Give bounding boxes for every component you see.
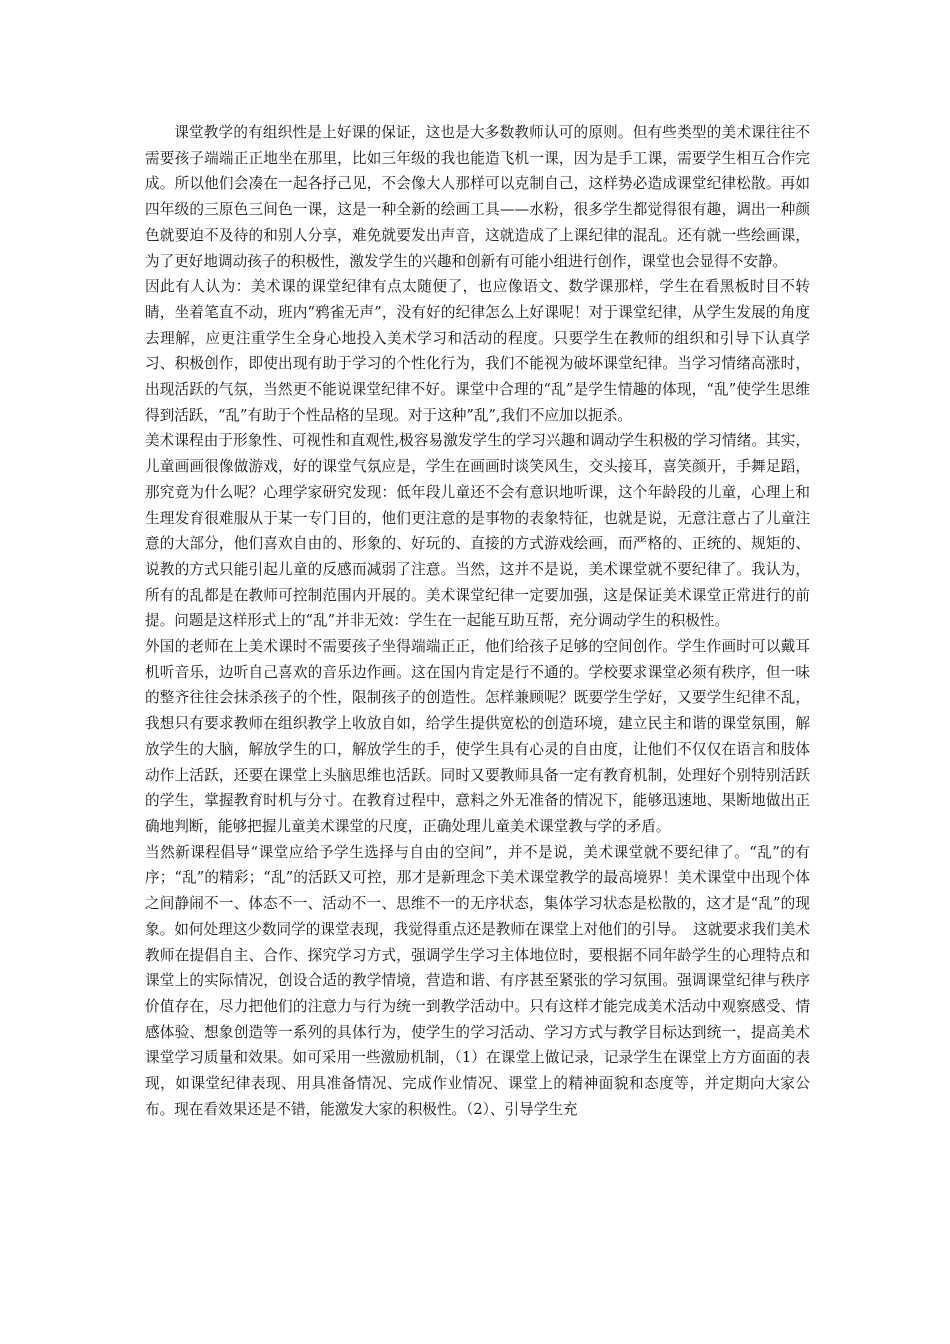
document-body bbox=[145, 120, 810, 1122]
paragraph-3: 美术课程由于形象性、可视性和直观性,极容易激发学生的学习兴趣和调动学生积极的学习情绪。其实，儿童画画很像做游戏，好的课堂气氛应是，学生在画画时谈笑风生，交头接耳，喜笑颜开，手舞足蹈，那究竟为什么呢？心理学家研究发现：低年段儿童还不会有意识地听课，这个年龄段的儿童，心理上和生理发育很难服从于某一专门目的，他们更注意的是事物的表象特征，也就是说，无意注意占了儿童注意的大部分，他们喜欢自由的、形象的、好玩的、直接的方式游戏绘画，而严格的、正统的、规矩的、说教的方式只能引起儿童的反感而减弱了注意。当然，这并不是说，美术课堂就不要纪律了。我认为，所有的乱都是在教师可控制范围内开展的。美术课堂纪律一定要加强，这是保证美术课堂正常进行的前提。问题是这样形式上的“乱”并非无效：学生在一起能互助互帮，充分调动学生的积极性。 bbox=[145, 432, 810, 630]
paragraph-2: 因此有人认为：美术课的课堂纪律有点太随便了，也应像语文、数学课那样，学生在看黑板时目不转睛，坐着笔直不动，班内“鸦雀无声”，没有好的纪律怎么上好课呢！对于课堂纪律，从学生发展的角度去理解，应更注重学生全身心地投入美术学习和活动的程度。只要学生在教师的组织和引导下认真学习、积极创作，即使出现有助于学习的个性化行为，我们不能视为破坏课堂纪律。当学习情绪高涨时，出现活跃的气氛，当然更不能说课堂纪律不好。课堂中合理的“乱”是学生情趣的体现，“乱”使学生思维得到活跃，“乱”有助于个性品格的呈现。对于这种”乱”,我们不应加以扼杀。 bbox=[145, 278, 810, 424]
paragraph-5: 当然新课程倡导“课堂应给予学生选择与自由的空间”，并不是说，美术课堂就不要纪律了。“乱”的有序；“乱”的精彩；“乱”的活跃又可控，那才是新理念下美术课堂教学的最高境界！美术课堂中出现个体之间静闹不一、体态不一、活动不一、思维不一的无序状态，集体学习状态是松散的，这才是“乱”的现象。如何处理这少数同学的课堂表现，我觉得重点还是教师在课堂上对他们的引导。 这就要求我们美术教师在提倡自主、合作、探究学习方式，强调学生学习主体地位时，要根据不同年龄学生的心理特点和课堂上的实际情况，创设合适的教学情境，营造和谐、有序甚至紧张的学习氛围。强调课堂纪律与秩序价值存在，尽力把他们的注意力与行为统一到教学活动中。只有这样才能完成美术活动中观察感受、情感体验、想象创造等一系列的具体行为，使学生的学习活动、学习方式与教学目标达到统一，提高美术课堂学习质量和效果。如可采用一些激励机制，（1）在课堂上做记录，记录学生在课堂上方方面面的表现，如课堂纪律表现、用具准备情况、完成作业情况、课堂上的精神面貌和态度等，并定期向大家公布。现在看效果还是不错，能激发大家的积极性。（2）、引导学生充 bbox=[145, 843, 810, 1118]
paragraph-4: 外国的老师在上美术课时不需要孩子坐得端端正正，他们给孩子足够的空间创作。学生作画时可以戴耳机听音乐，边听自己喜欢的音乐边作画。这在国内肯定是行不通的。学校要求课堂必须有秩序，但一味的整齐往往会抹杀孩子的个性，限制孩子的创造性。怎样兼顾呢？既要学生学好，又要学生纪律不乱，我想只有要求教师在组织教学上收放自如，给学生提供宽松的创造环境，建立民主和谐的课堂氛围，解放学生的大脑，解放学生的口，解放学生的手，使学生具有心灵的自由度，让他们不仅仅在语言和肢体动作上活跃，还要在课堂上头脑思维也活跃。同时又要教师具备一定有教育机制，处理好个别特别活跃的学生，掌握教育时机与分寸。在教育过程中，意料之外无准备的情况下，能够迅速地、果断地做出正确地判断，能够把握儿童美术课堂的尺度，正确处理儿童美术课堂教与学的矛盾。 bbox=[145, 638, 810, 835]
paragraph-1: 课堂教学的有组织性是上好课的保证，这也是大多数教师认可的原则。但有些类型的美术课往往不需要孩子端端正正地坐在那里，比如三年级的我也能造飞机一课，因为是手工课，需要学生相互合作完成。所以他们会凑在一起各抒己见，不会像大人那样可以克制自己，这样势必造成课堂纪律松散。再如四年级的三原色三间色一课，这是一种全新的绘画工具——水粉，很多学生都觉得很有趣，调出一种颜色就要迫不及待的和别人分享，难免就要发出声音，这就造成了上课纪律的混乱。还有就一些绘画课，为了更好地调动孩子的积极性，激发学生的兴趣和创新有可能小组进行创作，课堂也会显得不安静。 bbox=[145, 124, 810, 270]
